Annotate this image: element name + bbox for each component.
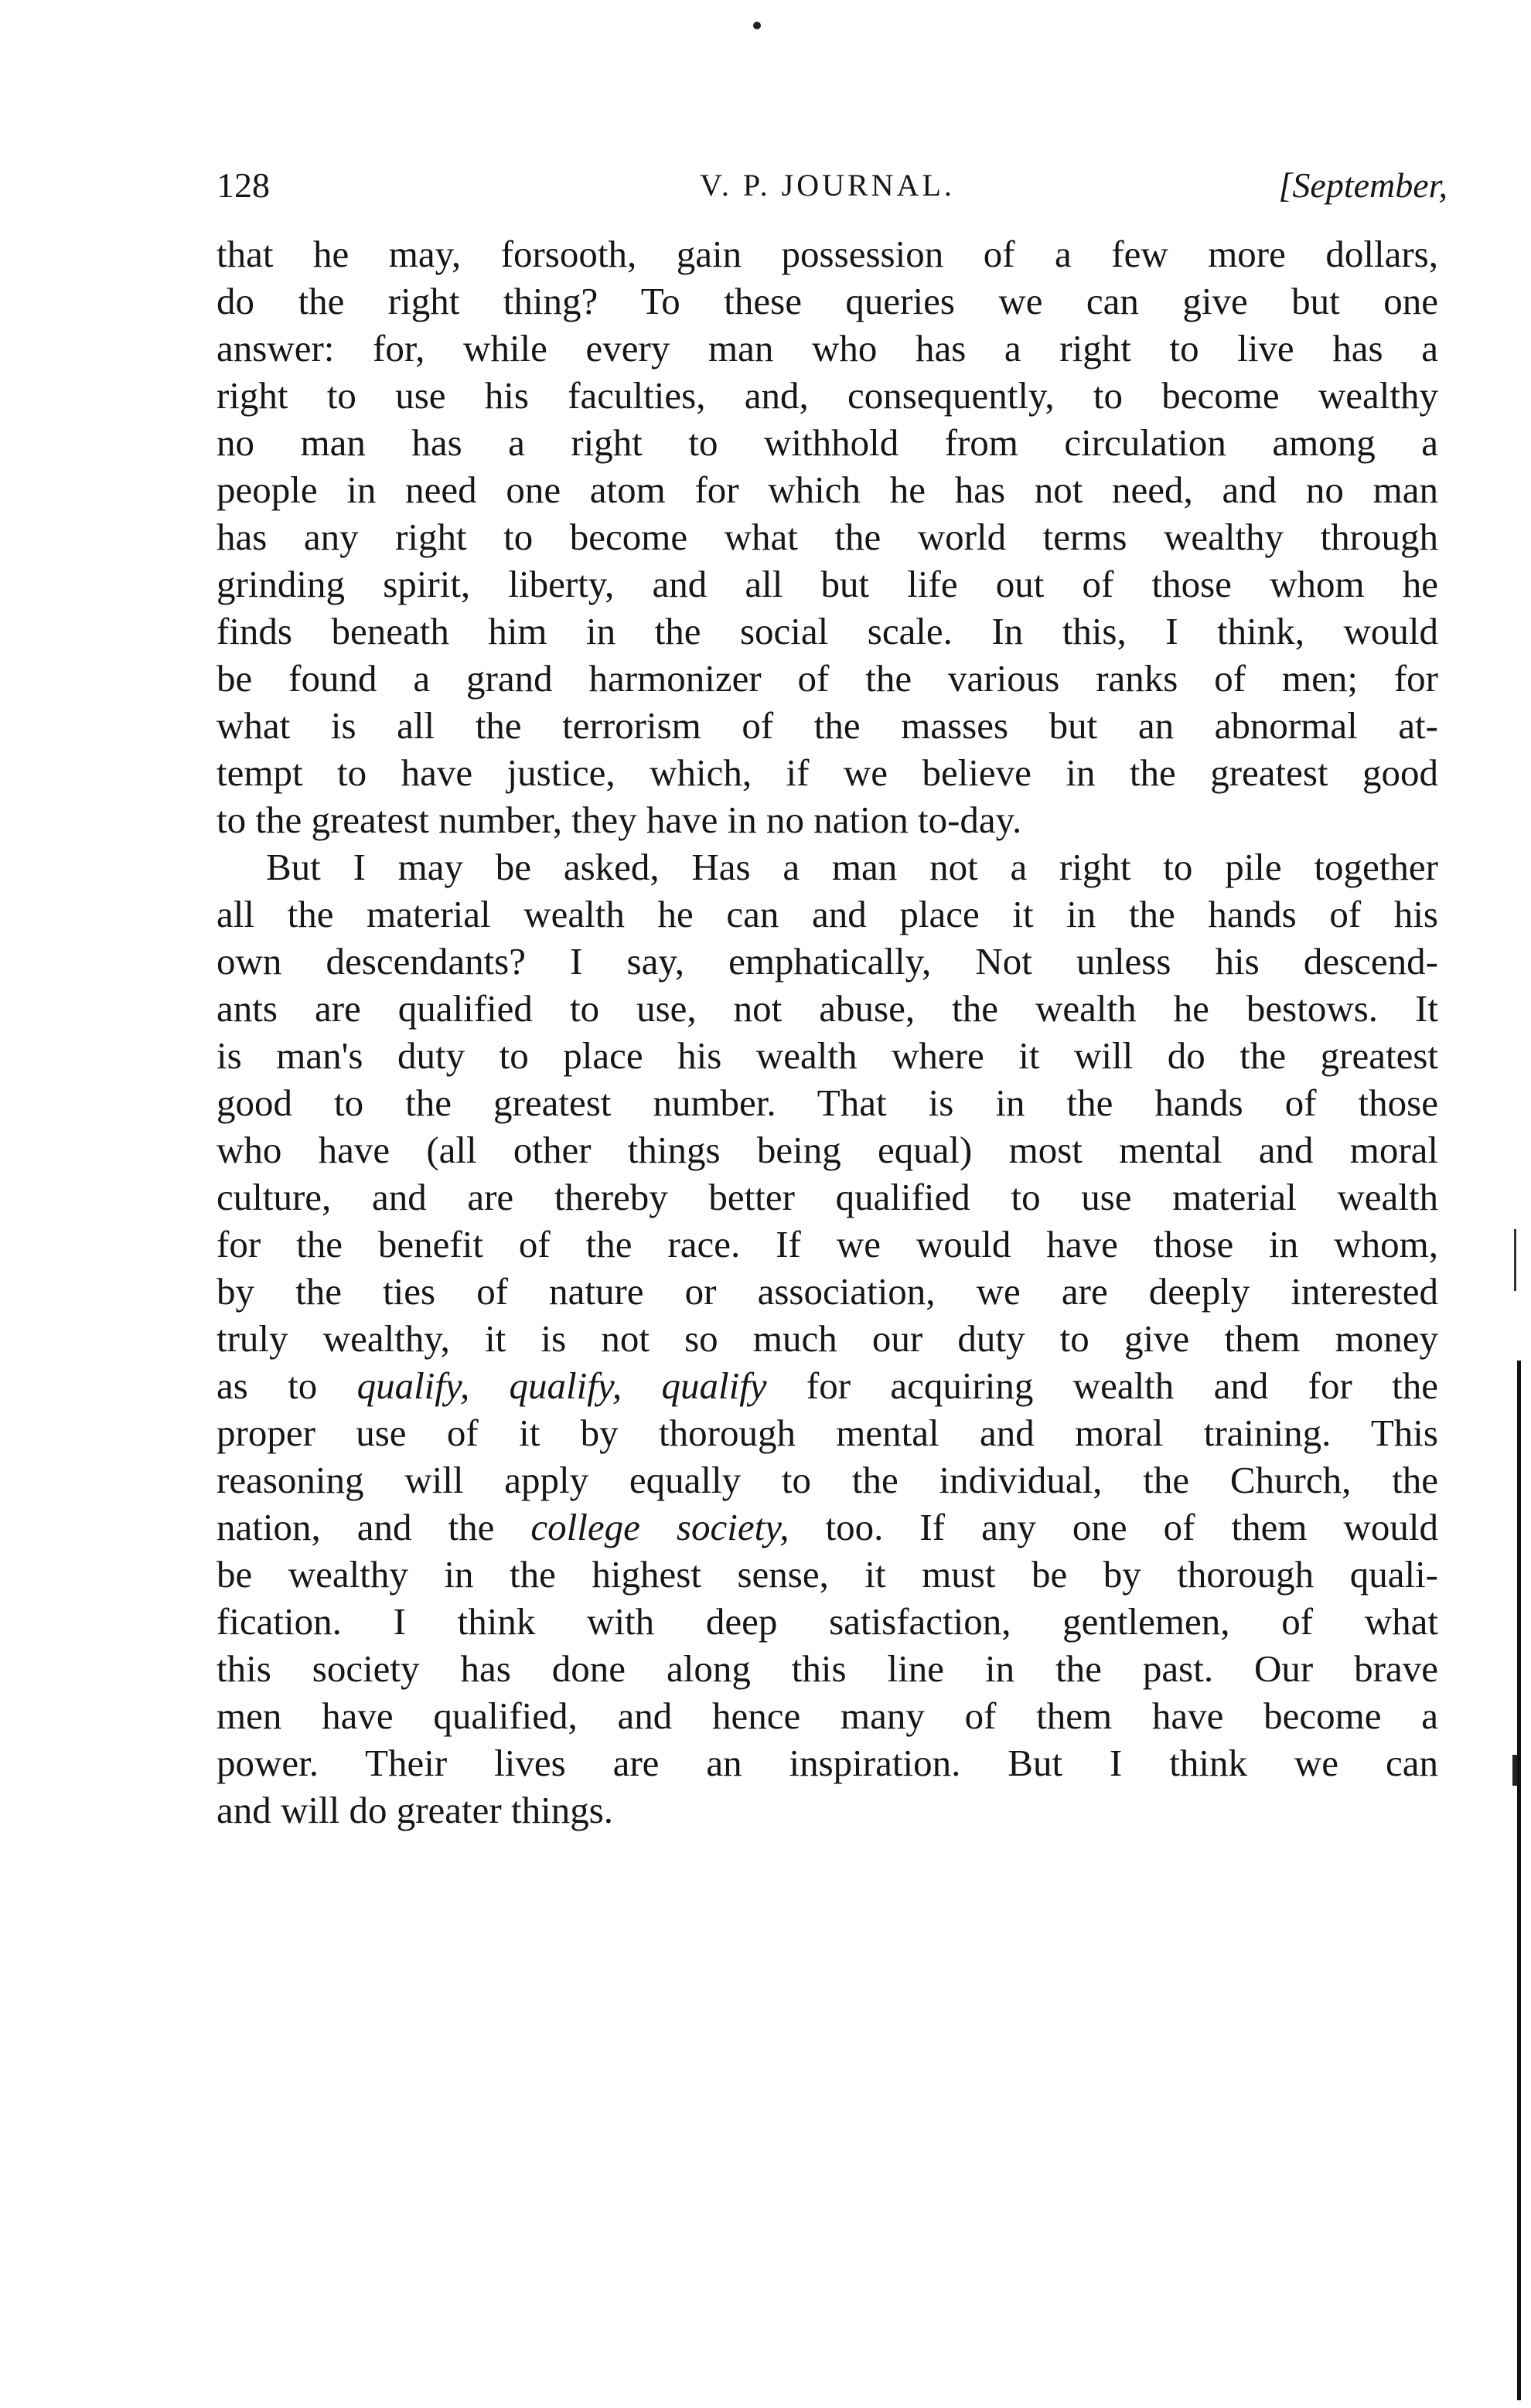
- ink-speck: [753, 22, 761, 29]
- text-segment: proper use of it by thorough mental and moral training. This: [217, 1412, 1438, 1454]
- text-line: [217, 843, 1438, 891]
- text-line: [217, 796, 1438, 843]
- text-line: [217, 749, 1438, 796]
- text-segment: what is all the terrorism of the masses but an abnormal at-: [217, 704, 1438, 747]
- text-segment: reasoning will apply equally to the individual, the Church, the: [217, 1459, 1438, 1501]
- text-segment: grinding spirit, liberty, and all but life out of those whom he: [217, 563, 1438, 605]
- text-segment: power. Their lives are an inspiration. But I think we can: [217, 1742, 1438, 1784]
- text-segment: for acquiring wealth and for the: [766, 1364, 1438, 1407]
- text-segment: men have qualified, and hence many of them have become a: [217, 1694, 1438, 1737]
- text-line: [217, 1645, 1438, 1692]
- italic-text: college society,: [530, 1506, 789, 1548]
- text-segment: all the material wealth he can and place it in the hands of his: [217, 893, 1438, 935]
- page-number: 128: [217, 165, 270, 205]
- page-edge-line: [1517, 1361, 1521, 2400]
- text-line: [217, 1504, 1438, 1551]
- text-line: [217, 1456, 1438, 1504]
- text-segment: But I may be asked, Has a man not a right to pile together: [266, 846, 1438, 888]
- text-segment: people in need one atom for which he has not need, and no man: [217, 468, 1438, 511]
- body-text: [217, 230, 1438, 1834]
- page-edge-mark: [1514, 1229, 1516, 1291]
- text-segment: be wealthy in the highest sense, it must be by thorough quali-: [217, 1553, 1438, 1596]
- text-line: [217, 1739, 1438, 1786]
- text-line: [217, 1268, 1438, 1315]
- text-line: [217, 278, 1438, 325]
- text-segment: finds beneath him in the social scale. In this, I think, would: [217, 610, 1438, 652]
- text-segment: do the right thing? To these queries we can give but one: [217, 280, 1438, 322]
- text-segment: tempt to have justice, which, if we believe in the greatest good: [217, 751, 1438, 794]
- text-line: [217, 1786, 1438, 1834]
- text-line: [217, 985, 1438, 1032]
- text-segment: to the greatest number, they have in no nation to-day.: [217, 799, 1022, 841]
- text-segment: truly wealthy, it is not so much our duty to give them money: [217, 1317, 1438, 1360]
- text-line: [217, 1692, 1438, 1739]
- text-line: [217, 513, 1438, 560]
- text-segment: nation, and the: [217, 1506, 531, 1548]
- italic-text: qualify, qualify, qualify: [356, 1364, 767, 1407]
- text-line: [217, 1551, 1438, 1598]
- text-line: [217, 466, 1438, 513]
- text-segment: fication. I think with deep satisfaction, gentlemen, of what: [217, 1600, 1438, 1643]
- text-line: [217, 1221, 1438, 1268]
- text-segment: that he may, forsooth, gain possession of a few more dollars,: [217, 233, 1438, 275]
- text-line: [217, 1032, 1438, 1079]
- text-line: [217, 938, 1438, 985]
- text-segment: good to the greatest number. That is in the hands of those: [217, 1081, 1438, 1124]
- text-line: [217, 372, 1438, 419]
- text-segment: too. If any one of them would: [789, 1506, 1438, 1548]
- text-line: [217, 1173, 1438, 1221]
- text-segment: answer: for, while every man who has a right to live has a: [217, 327, 1438, 370]
- journal-title: V. P. JOURNAL.: [700, 168, 955, 203]
- header-month: [September,: [1278, 165, 1447, 205]
- text-line: [217, 325, 1438, 372]
- text-segment: no man has a right to withhold from circulation among a: [217, 421, 1438, 464]
- text-segment: is man's duty to place his wealth where it will do the greatest: [217, 1034, 1438, 1077]
- text-segment: by the ties of nature or association, we are deeply interested: [217, 1270, 1438, 1313]
- text-line: [217, 1362, 1438, 1409]
- text-segment: ants are qualified to use, not abuse, the wealth he bestows. It: [217, 987, 1438, 1030]
- running-header: [217, 155, 1447, 216]
- text-segment: be found a grand harmonizer of the various ranks of men; for: [217, 657, 1438, 700]
- text-segment: culture, and are thereby better qualified to use material wealth: [217, 1176, 1438, 1218]
- text-segment: has any right to become what the world terms wealthy through: [217, 516, 1438, 558]
- text-line: [217, 702, 1438, 749]
- text-line: [217, 891, 1438, 938]
- text-line: [217, 1126, 1438, 1173]
- text-line: [217, 1409, 1438, 1456]
- text-line: [217, 1315, 1438, 1362]
- text-segment: as to: [217, 1364, 357, 1407]
- text-line: [217, 560, 1438, 608]
- text-segment: who have (all other things being equal) most mental and moral: [217, 1129, 1438, 1171]
- text-line: [217, 419, 1438, 466]
- text-segment: for the benefit of the race. If we would have those in whom,: [217, 1223, 1438, 1265]
- text-line: [217, 608, 1438, 655]
- text-line: [217, 230, 1438, 278]
- text-line: [217, 655, 1438, 702]
- text-segment: this society has done along this line in the past. Our brave: [217, 1647, 1438, 1690]
- text-line: [217, 1598, 1438, 1645]
- text-segment: own descendants? I say, emphatically, Not unless his descend-: [217, 940, 1438, 983]
- text-line: [217, 1079, 1438, 1126]
- text-segment: and will do greater things.: [217, 1789, 614, 1831]
- text-segment: right to use his faculties, and, consequently, to become wealthy: [217, 374, 1438, 417]
